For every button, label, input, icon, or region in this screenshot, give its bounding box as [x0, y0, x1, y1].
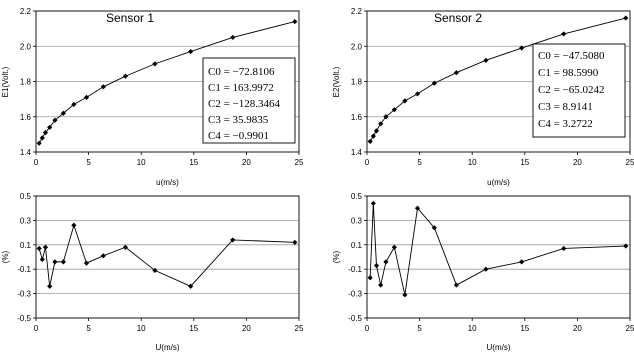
x-tick-label: 25 — [625, 158, 634, 167]
y-tick-label: 0.1 — [19, 240, 31, 250]
x-tick-label: 20 — [572, 324, 582, 333]
coefficient-label: C1 = 163.9972 — [208, 82, 274, 94]
y-tick-label: -0.5 — [17, 314, 31, 323]
x-tick-label: 20 — [241, 324, 251, 333]
y-axis-label: (%) — [1, 250, 10, 264]
y-tick-label: -0.5 — [348, 314, 362, 323]
x-tick-label: 10 — [467, 158, 477, 167]
y-axis-label: E1(Volt.) — [1, 66, 10, 98]
x-tick-label: 25 — [294, 158, 304, 167]
x-tick-label: 5 — [86, 158, 91, 167]
x-tick-label: 5 — [417, 324, 422, 333]
coefficient-label: C4 = 3.2722 — [538, 118, 593, 130]
y-axis-label: (%) — [332, 250, 341, 264]
coefficient-label: C3 = 8.9141 — [538, 101, 593, 113]
coefficient-label: C1 = 98.5990 — [538, 67, 599, 79]
y-axis-label: E2(Volt.) — [332, 66, 341, 98]
x-tick-label: 25 — [294, 324, 304, 333]
coefficient-label: C4 = −0.9901 — [208, 130, 269, 142]
y-tick-label: 1.4 — [19, 148, 31, 157]
y-tick-label: 0.1 — [350, 240, 362, 250]
chart-title: Sensor 2 — [433, 11, 483, 25]
x-tick-label: 10 — [136, 158, 146, 167]
coefficient-label: C3 = 35.9835 — [208, 114, 269, 126]
x-tick-label: 5 — [86, 324, 91, 333]
x-tick-label: 20 — [241, 158, 251, 167]
x-tick-label: 15 — [189, 158, 199, 167]
y-tick-label: 2.0 — [19, 42, 31, 52]
y-tick-label: 0.3 — [19, 216, 31, 226]
y-tick-label: 2.2 — [19, 7, 31, 16]
y-tick-label: 0.3 — [350, 216, 362, 226]
y-tick-label: 0.5 — [19, 192, 31, 201]
x-tick-label: 15 — [189, 324, 199, 333]
coefficient-label: C2 = −65.0242 — [538, 84, 605, 96]
y-tick-label: 1.6 — [350, 112, 362, 122]
x-tick-label: 0 — [33, 158, 39, 167]
coefficient-label: C2 = −128.3464 — [208, 98, 280, 110]
y-tick-label: 1.4 — [350, 148, 362, 157]
y-tick-label: -0.1 — [348, 265, 362, 275]
x-axis-label: u(m/s) — [487, 178, 510, 187]
x-tick-label: 20 — [572, 158, 582, 167]
chart-title: Sensor 1 — [105, 11, 155, 25]
coefficient-label: C0 = −47.5080 — [538, 50, 605, 62]
x-tick-label: 25 — [625, 324, 634, 333]
y-tick-label: -0.3 — [17, 289, 31, 299]
coefficient-label: C0 = −72.8106 — [208, 66, 275, 78]
y-tick-label: 2.2 — [350, 7, 362, 16]
y-tick-label: 0.5 — [350, 192, 362, 201]
y-tick-label: -0.3 — [348, 289, 362, 299]
x-tick-label: 0 — [364, 158, 370, 167]
x-axis-label: U(m/s) — [155, 343, 180, 352]
y-tick-label: 1.8 — [350, 77, 362, 87]
x-tick-label: 15 — [520, 324, 530, 333]
x-axis-label: U(m/s) — [486, 343, 511, 352]
y-tick-label: 1.8 — [19, 77, 31, 87]
x-tick-label: 0 — [364, 324, 370, 333]
y-tick-label: 2.0 — [350, 42, 362, 52]
x-tick-label: 10 — [467, 324, 477, 333]
x-tick-label: 15 — [520, 158, 530, 167]
y-tick-label: -0.1 — [17, 265, 31, 275]
y-tick-label: 1.6 — [19, 112, 31, 122]
x-axis-label: u(m/s) — [156, 178, 179, 187]
x-tick-label: 0 — [33, 324, 39, 333]
x-tick-label: 5 — [417, 158, 422, 167]
x-tick-label: 10 — [136, 324, 146, 333]
